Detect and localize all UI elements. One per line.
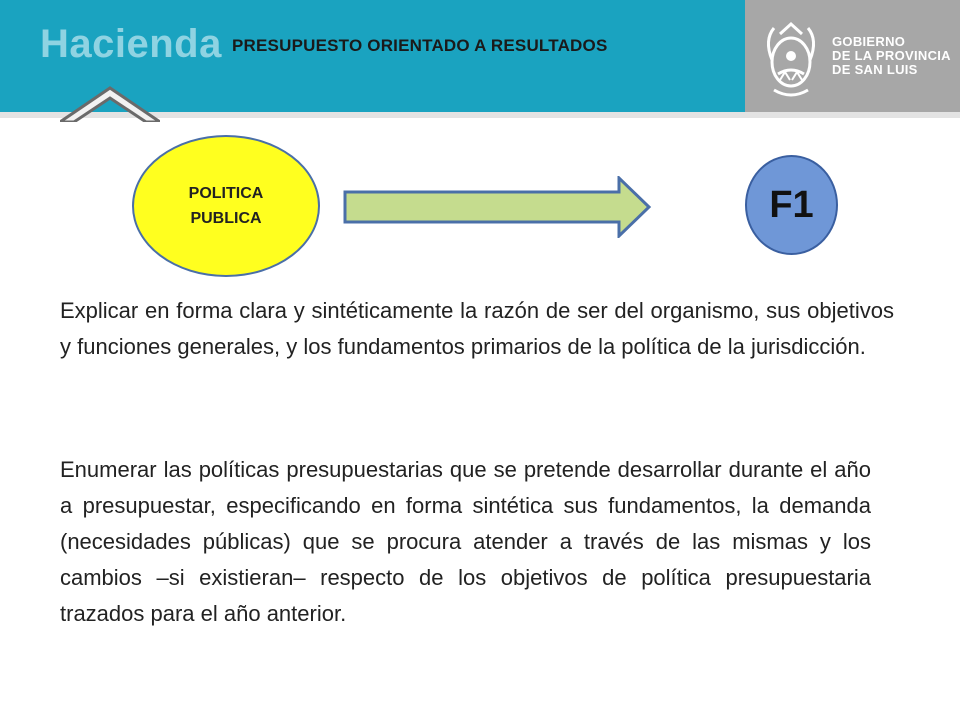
policy-node bbox=[132, 135, 320, 277]
government-line-3: DE SAN LUIS bbox=[832, 62, 918, 77]
f1-node-label: F1 bbox=[769, 183, 814, 226]
government-label bbox=[832, 35, 951, 77]
header-banner bbox=[0, 0, 960, 112]
government-line-1: GOBIERNO bbox=[832, 34, 906, 49]
policy-node-line-1: POLITICA bbox=[188, 185, 264, 202]
hacienda-logo: Hacienda bbox=[40, 22, 222, 66]
hacienda-logo-mark-icon bbox=[60, 82, 160, 122]
paragraph-explicar: Explicar en forma clara y sintéticamente la razón de ser del organismo, sus objetivos y funciones generales, y los fundamentos primarios de la política de la jurisdicción. bbox=[60, 298, 894, 359]
policy-node-line-2: PUBLICA bbox=[190, 210, 262, 227]
f1-node bbox=[745, 155, 838, 255]
government-line-2: DE LA PROVINCIA bbox=[832, 48, 951, 63]
paragraph-enumerar: Enumerar las políticas presupuestarias que se pretende desarrollar durante el año a presupuestar, especificando en forma sintética sus fundamentos, la demanda (necesidades públicas) que se procura atender a través de las mismas y los cambios –si existieran– respecto de los objetivos de política presupuestaria trazados para el año anterior. bbox=[60, 457, 871, 626]
province-crest-icon bbox=[760, 20, 822, 98]
right-arrow-icon bbox=[343, 176, 653, 238]
page-title: PRESUPUESTO ORIENTADO A RESULTADOS bbox=[232, 36, 608, 55]
